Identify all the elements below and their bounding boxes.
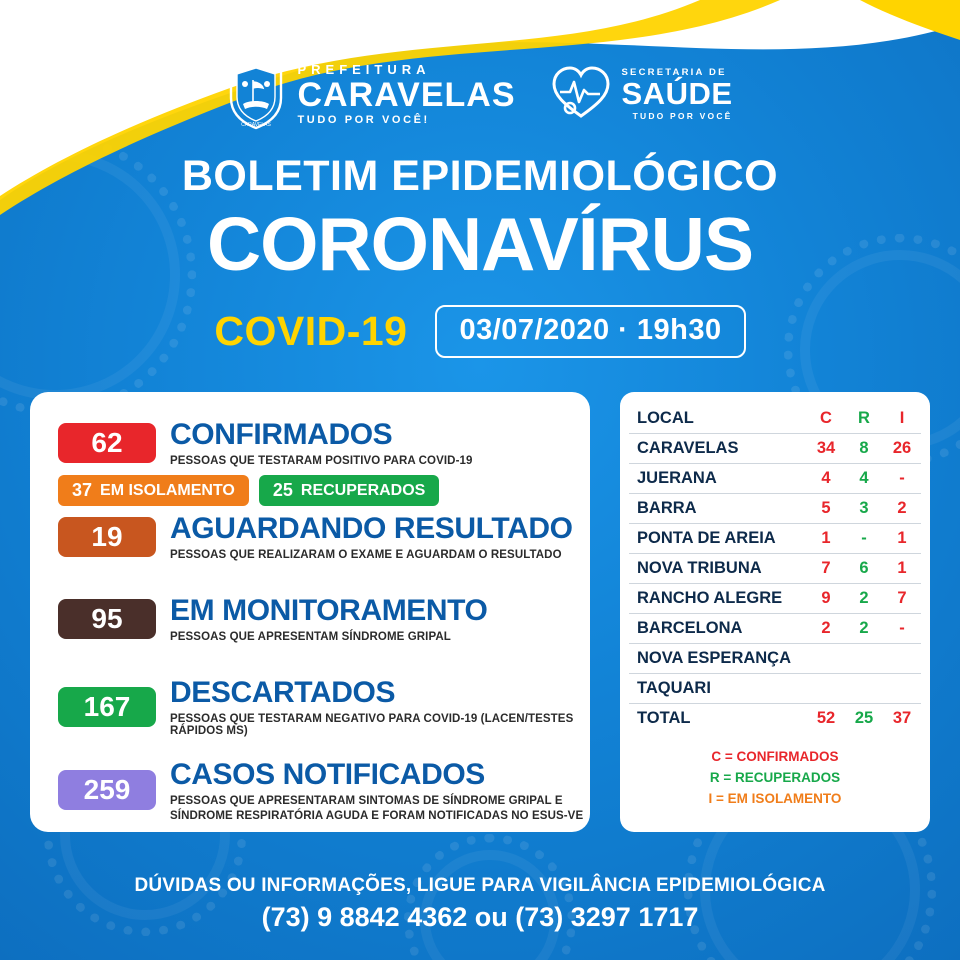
covid-label: COVID-19 [214, 308, 408, 354]
cell-r: 3 [859, 499, 869, 517]
table-row [629, 554, 921, 584]
cell-r: 2 [859, 619, 869, 637]
tag-value-recuperados: 25 [272, 480, 293, 500]
secretaria-slogan: TUDO POR VOCÊ [632, 111, 733, 121]
prefeitura-logo [227, 60, 515, 128]
cell-local: BARCELONA [637, 619, 743, 637]
stat-em-monitoramento [58, 594, 488, 643]
stat-value-notificados: 259 [58, 770, 156, 810]
th-r: R [858, 409, 870, 427]
locations-table [629, 404, 921, 733]
cell-local: NOVA ESPERANÇA [637, 649, 792, 667]
stat-value-confirmados: 62 [58, 423, 156, 463]
stat-label-aguardando: AGUARDANDO RESULTADO [170, 512, 573, 545]
table-row [629, 614, 921, 644]
table-row [629, 494, 921, 524]
stat-sub-confirmados: PESSOAS QUE TESTARAM POSITIVO PARA COVID-19 [170, 455, 473, 467]
stat-label-monitoramento: EM MONITORAMENTO [170, 594, 488, 627]
cell-local: CARAVELAS [637, 439, 739, 457]
cell-c [807, 674, 845, 704]
table-legend [620, 747, 930, 810]
cell-i: 26 [892, 439, 912, 457]
cell-i: - [899, 469, 905, 487]
stat-aguardando-resultado [58, 512, 573, 561]
cell-c: 34 [816, 439, 836, 457]
footer-phones: (73) 9 8842 4362 ou (73) 3297 1717 [261, 902, 699, 932]
cell-total-r: 25 [854, 709, 874, 727]
cell-local: BARRA [637, 499, 697, 517]
stat-value-monitoramento: 95 [58, 599, 156, 639]
legend-isolamento: I = EM ISOLAMENTO [708, 790, 842, 806]
secretaria-name: SAÚDE [621, 76, 733, 111]
date-text: 03/07/2020 · 19h30 [459, 314, 722, 346]
stat-sub-descartados: PESSOAS QUE TESTARAM NEGATIVO PARA COVID-19 (LACEN/TESTES RÁPIDOS MS) [170, 713, 574, 737]
table-row [629, 524, 921, 554]
cell-r: 6 [859, 559, 869, 577]
prefeitura-slogan: TUDO POR VOCÊ! [297, 113, 430, 126]
cell-local: JUERANA [637, 469, 717, 487]
cell-i [883, 644, 921, 674]
cell-r: 8 [859, 439, 869, 457]
legend-confirmados: C = CONFIRMADOS [711, 749, 839, 764]
prefeitura-name: CARAVELAS [297, 75, 516, 114]
page-title: BOLETIM EPIDEMIOLÓGICO [181, 152, 779, 200]
cell-local: PONTA DE AREIA [637, 529, 776, 547]
cell-i: 1 [897, 529, 907, 547]
stat-sub-aguardando: PESSOAS QUE REALIZARAM O EXAME E AGUARDAM O RESULTADO [170, 549, 562, 561]
logo-bar [0, 46, 960, 142]
cell-c: 9 [821, 589, 831, 607]
cell-c: 2 [821, 619, 831, 637]
coat-of-arms-icon [227, 60, 285, 128]
stat-casos-notificados [58, 758, 583, 822]
cell-c: 7 [821, 559, 831, 577]
th-i: I [899, 409, 905, 427]
tag-label-recuperados: RECUPERADOS [300, 481, 426, 499]
stat-descartados [58, 676, 590, 737]
tag-value-em-isolamento: 37 [72, 480, 93, 500]
cell-total-c: 52 [816, 709, 836, 727]
table-row [629, 434, 921, 464]
stat-confirmados [58, 418, 473, 506]
stats-card [30, 392, 590, 832]
table-row [629, 644, 921, 674]
stat-sub-notificados: PESSOAS QUE APRESENTARAM SINTOMAS DE SÍNDROME GRIPAL E [170, 795, 563, 807]
cell-r: - [861, 529, 867, 547]
cell-c: 4 [821, 469, 831, 487]
cell-total-i: 37 [892, 709, 912, 727]
secretaria-eyebrow: SECRETARIA DE [621, 66, 727, 78]
cell-c: 1 [821, 529, 831, 547]
stat-value-descartados: 167 [58, 687, 156, 727]
th-c: C [820, 409, 832, 427]
cell-r: 2 [859, 589, 869, 607]
th-local: LOCAL [637, 409, 694, 427]
cell-i: 1 [897, 559, 907, 577]
cell-r [845, 644, 883, 674]
stat-sub-monitoramento: PESSOAS QUE APRESENTAM SÍNDROME GRIPAL [170, 631, 451, 643]
brasao-label: CARAVELAS [241, 122, 272, 128]
stat-label-notificados: CASOS NOTIFICADOS [170, 758, 485, 791]
cell-i: 2 [897, 499, 907, 517]
stat-value-aguardando: 19 [58, 517, 156, 557]
tag-recuperados [259, 475, 440, 506]
cell-c [807, 644, 845, 674]
footer-info: DÚVIDAS OU INFORMAÇÕES, LIGUE PARA VIGILÂNCIA EPIDEMIOLÓGICA [134, 875, 826, 896]
cell-r: 4 [859, 469, 869, 487]
cell-c: 5 [821, 499, 831, 517]
locations-table-card [620, 392, 930, 832]
stat-label-confirmados: CONFIRMADOS [170, 418, 393, 451]
tag-em-isolamento [58, 475, 249, 506]
cell-r [845, 674, 883, 704]
table-row [629, 674, 921, 704]
table-row [629, 584, 921, 614]
date-badge [435, 305, 745, 358]
cell-i [883, 674, 921, 704]
stat-label-descartados: DESCARTADOS [170, 676, 396, 709]
cell-i: 7 [897, 589, 907, 607]
tag-label-em-isolamento: EM ISOLAMENTO [100, 481, 235, 499]
stat-sub2-notificados: SÍNDROME RESPIRATÓRIA AGUDA E FORAM NOTIFICADAS NO ESUS-VE [170, 810, 584, 822]
table-row [629, 464, 921, 494]
cell-i: - [899, 619, 905, 637]
page-subtitle: CORONAVÍRUS [207, 202, 753, 286]
secretaria-text [622, 68, 733, 121]
cell-local: RANCHO ALEGRE [637, 589, 783, 607]
heartbeat-icon [550, 64, 612, 125]
prefeitura-text [297, 63, 515, 126]
cell-local: TAQUARI [637, 679, 711, 697]
cell-total-label: TOTAL [637, 709, 691, 727]
covid-date-row [0, 305, 960, 358]
table-header-row [629, 404, 921, 434]
table-total-row [629, 704, 921, 734]
cell-local: NOVA TRIBUNA [637, 559, 762, 577]
legend-recuperados: R = RECUPERADOS [709, 769, 841, 785]
secretaria-logo [550, 64, 733, 125]
prefeitura-eyebrow: PREFEITURA [297, 61, 431, 77]
